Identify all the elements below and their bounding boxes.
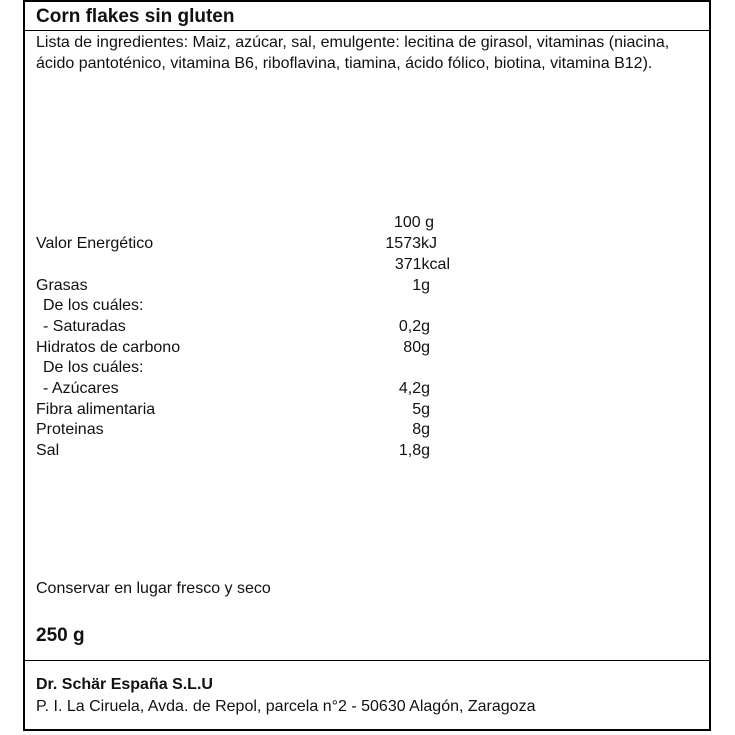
nutrition-row-label: Sal	[36, 442, 60, 459]
nutrition-row-value: 8g	[412, 421, 430, 438]
nutrition-row-label: Fibra alimentaria	[36, 401, 156, 418]
storage-instructions: Conservar en lugar fresco y seco	[36, 580, 271, 597]
nutrition-row-label: De los cuáles:	[43, 297, 144, 314]
nutrition-row-value: 80g	[403, 339, 430, 356]
nutrition-row-label: Grasas	[36, 277, 88, 294]
company-name: Dr. Schär España S.L.U	[36, 676, 213, 693]
nutrition-row-value: 5g	[412, 401, 430, 418]
nutrition-row-value: 1g	[412, 277, 430, 294]
title-divider	[25, 30, 709, 31]
nutrition-row-label: Hidratos de carbono	[36, 339, 181, 356]
net-weight: 250 g	[36, 625, 85, 646]
ingredients-list: Lista de ingredientes: Maiz, azúcar, sal, emulgente: lecitina de girasol, vitaminas (niacina, ácido pantoténico, vitamina B6, riboflavina, tiamina, ácido fólico, biotina, vitamina B12).	[36, 34, 670, 72]
company-address: P. I. La Ciruela, Avda. de Repol, parcela n°2 - 50630 Alagón, Zaragoza	[36, 698, 536, 715]
nutrition-row-value: 1,8g	[398, 442, 430, 459]
nutrition-row-label: De los cuáles:	[43, 359, 144, 376]
nutrition-row-label: - Saturadas	[43, 318, 126, 335]
nutrition-row-value: 1573kJ	[385, 235, 437, 252]
company-divider	[25, 660, 709, 661]
product-title: Corn flakes sin gluten	[36, 6, 235, 27]
nutrition-row-label: Proteinas	[36, 421, 104, 438]
nutrition-row-label: Valor Energético	[36, 235, 154, 252]
nutrition-header: 100 g	[393, 214, 434, 231]
nutrition-row-value: 4,2g	[398, 380, 430, 397]
nutrition-row-value: 0,2g	[398, 318, 430, 335]
nutrition-row-value: 371kcal	[394, 256, 450, 273]
nutrition-row-label: - Azúcares	[43, 380, 119, 397]
